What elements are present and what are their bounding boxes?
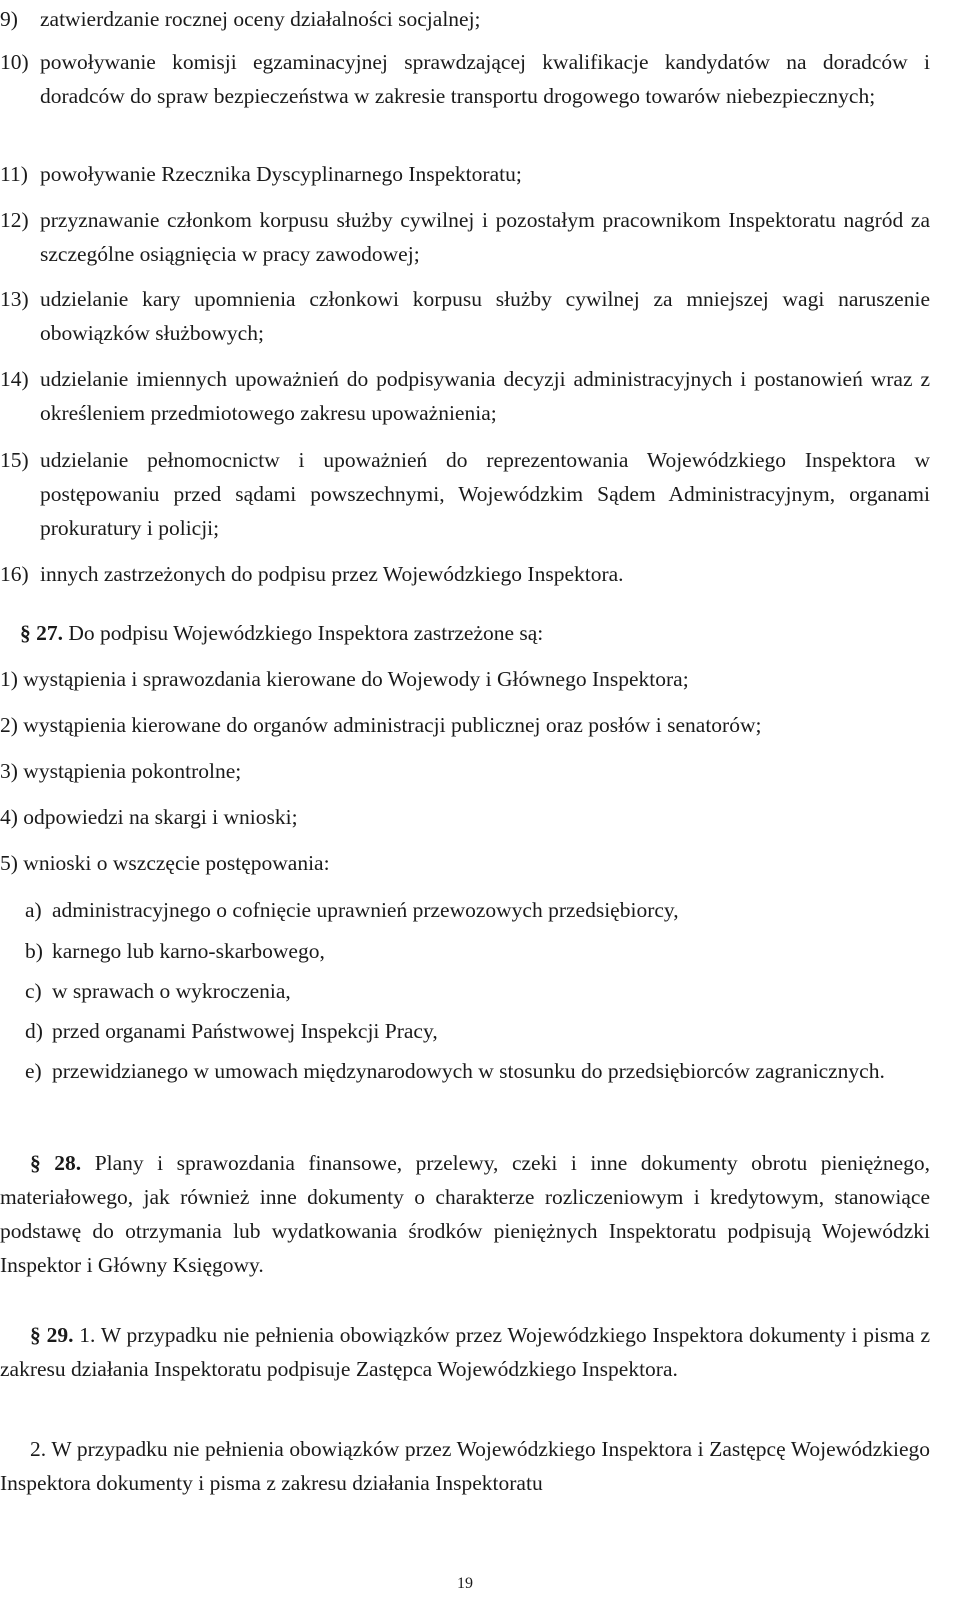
item-text: odpowiedzi na skargi i wnioski;: [23, 805, 298, 829]
list-item: [0, 708, 930, 742]
list-item: [0, 800, 930, 834]
item-number: 9): [0, 7, 18, 31]
paragraph-number: 1.: [79, 1323, 96, 1347]
list-item: [0, 846, 930, 880]
item-letter: e): [25, 1059, 42, 1083]
sub-list-item: [25, 1014, 930, 1048]
item-number: 16): [0, 562, 29, 586]
section-27-heading: [0, 616, 930, 650]
item-number: 1): [0, 667, 18, 691]
section-text: W przypadku nie pełnienia obowiązków przez Wojewódzkiego Inspektora i Zastępcę Wojewódzkiego Inspektora dokumenty i pisma z zakresu działania Inspektoratu: [0, 1437, 930, 1495]
list-item: [0, 45, 930, 113]
item-text: wystąpienia kierowane do organów administracji publicznej oraz posłów i senatorów;: [23, 713, 762, 737]
item-text: przewidzianego w umowach międzynarodowych w stosunku do przedsiębiorców zagranicznych.: [52, 1059, 885, 1083]
item-number: 4): [0, 805, 18, 829]
item-text: powoływanie komisji egzaminacyjnej sprawdzającej kwalifikacje kandydatów na doradców i doradców do spraw bezpieczeństwa w zakresie transportu drogowego towarów niebezpiecznych;: [40, 50, 930, 108]
section-mark: § 28.: [30, 1151, 82, 1175]
section-text: Plany i sprawozdania finansowe, przelewy, czeki i inne dokumenty obrotu pieniężnego, materiałowego, jak również inne dokumenty o charakterze rozliczeniowym i kredytowym, stanowiące podstawę do otrzymania lub wydatkowania środków pieniężnych Inspektoratu podpisują Wojewódzki Inspektor i Główny Księgowy.: [0, 1151, 931, 1277]
list-item: [0, 557, 930, 591]
item-text: udzielanie pełnomocnictw i upoważnień do reprezentowania Wojewódzkiego Inspektora w postępowaniu przed sądami powszechnymi, Wojewódzkim Sądem Administracyjnym, organami prokuratury i policji;: [40, 448, 930, 540]
item-text: zatwierdzanie rocznej oceny działalności socjalnej;: [40, 7, 481, 31]
section-mark: § 29.: [30, 1323, 74, 1347]
list-item: [0, 662, 930, 696]
section-28: [0, 1146, 930, 1282]
item-text: w sprawach o wykroczenia,: [52, 979, 291, 1003]
list-item: [0, 2, 930, 36]
page-number: 19: [457, 1575, 473, 1592]
section-mark: § 27.: [20, 621, 63, 645]
section-29-p1: [0, 1318, 930, 1386]
item-text: innych zastrzeżonych do podpisu przez Wojewódzkiego Inspektora.: [40, 562, 624, 586]
item-text: przyznawanie członkom korpusu służby cywilnej i pozostałym pracownikom Inspektoratu nagród za szczególne osiągnięcia w pracy zawodowej;: [40, 208, 930, 266]
section-29-p2: [0, 1432, 930, 1500]
item-letter: d): [25, 1019, 43, 1043]
item-text: administracyjnego o cofnięcie uprawnień przewozowych przedsiębiorcy,: [52, 898, 679, 922]
sub-list-item: [25, 934, 930, 968]
item-text: karnego lub karno-skarbowego,: [52, 939, 325, 963]
section-text: W przypadku nie pełnienia obowiązków przez Wojewódzkiego Inspektora dokumenty i pisma z zakresu działania Inspektoratu podpisuje Zastępca Wojewódzkiego Inspektora.: [0, 1323, 930, 1381]
item-number: 5): [0, 851, 18, 875]
item-number: 11): [0, 162, 28, 186]
list-item: [0, 362, 930, 430]
item-text: powoływanie Rzecznika Dyscyplinarnego Inspektoratu;: [40, 162, 522, 186]
item-text: wystąpienia i sprawozdania kierowane do Wojewody i Głównego Inspektora;: [23, 667, 689, 691]
sub-list-item: [25, 974, 930, 1008]
item-letter: a): [25, 898, 42, 922]
item-number: 12): [0, 208, 29, 232]
item-number: 13): [0, 287, 29, 311]
item-text: udzielanie imiennych upoważnień do podpisywania decyzji administracyjnych i postanowień wraz z określeniem przedmiotowego zakresu upoważnienia;: [40, 367, 930, 425]
list-item: [0, 203, 930, 271]
item-text: wnioski o wszczęcie postępowania:: [23, 851, 330, 875]
item-text: udzielanie kary upomnienia członkowi korpusu służby cywilnej za mniejszej wagi naruszenie obowiązków służbowych;: [40, 287, 930, 345]
paragraph-number: 2.: [30, 1437, 47, 1461]
list-item: [0, 282, 930, 350]
item-text: wystąpienia pokontrolne;: [23, 759, 242, 783]
item-number: 14): [0, 367, 29, 391]
item-number: 10): [0, 50, 29, 74]
item-number: 3): [0, 759, 18, 783]
item-text: przed organami Państwowej Inspekcji Pracy,: [52, 1019, 438, 1043]
item-letter: c): [25, 979, 42, 1003]
section-text: Do podpisu Wojewódzkiego Inspektora zastrzeżone są:: [68, 621, 544, 645]
sub-list-item: [25, 893, 930, 927]
item-number: 15): [0, 448, 29, 472]
sub-list-item: [25, 1054, 930, 1088]
list-item: [0, 157, 930, 191]
item-number: 2): [0, 713, 18, 737]
item-letter: b): [25, 939, 43, 963]
list-item: [0, 754, 930, 788]
list-item: [0, 443, 930, 545]
